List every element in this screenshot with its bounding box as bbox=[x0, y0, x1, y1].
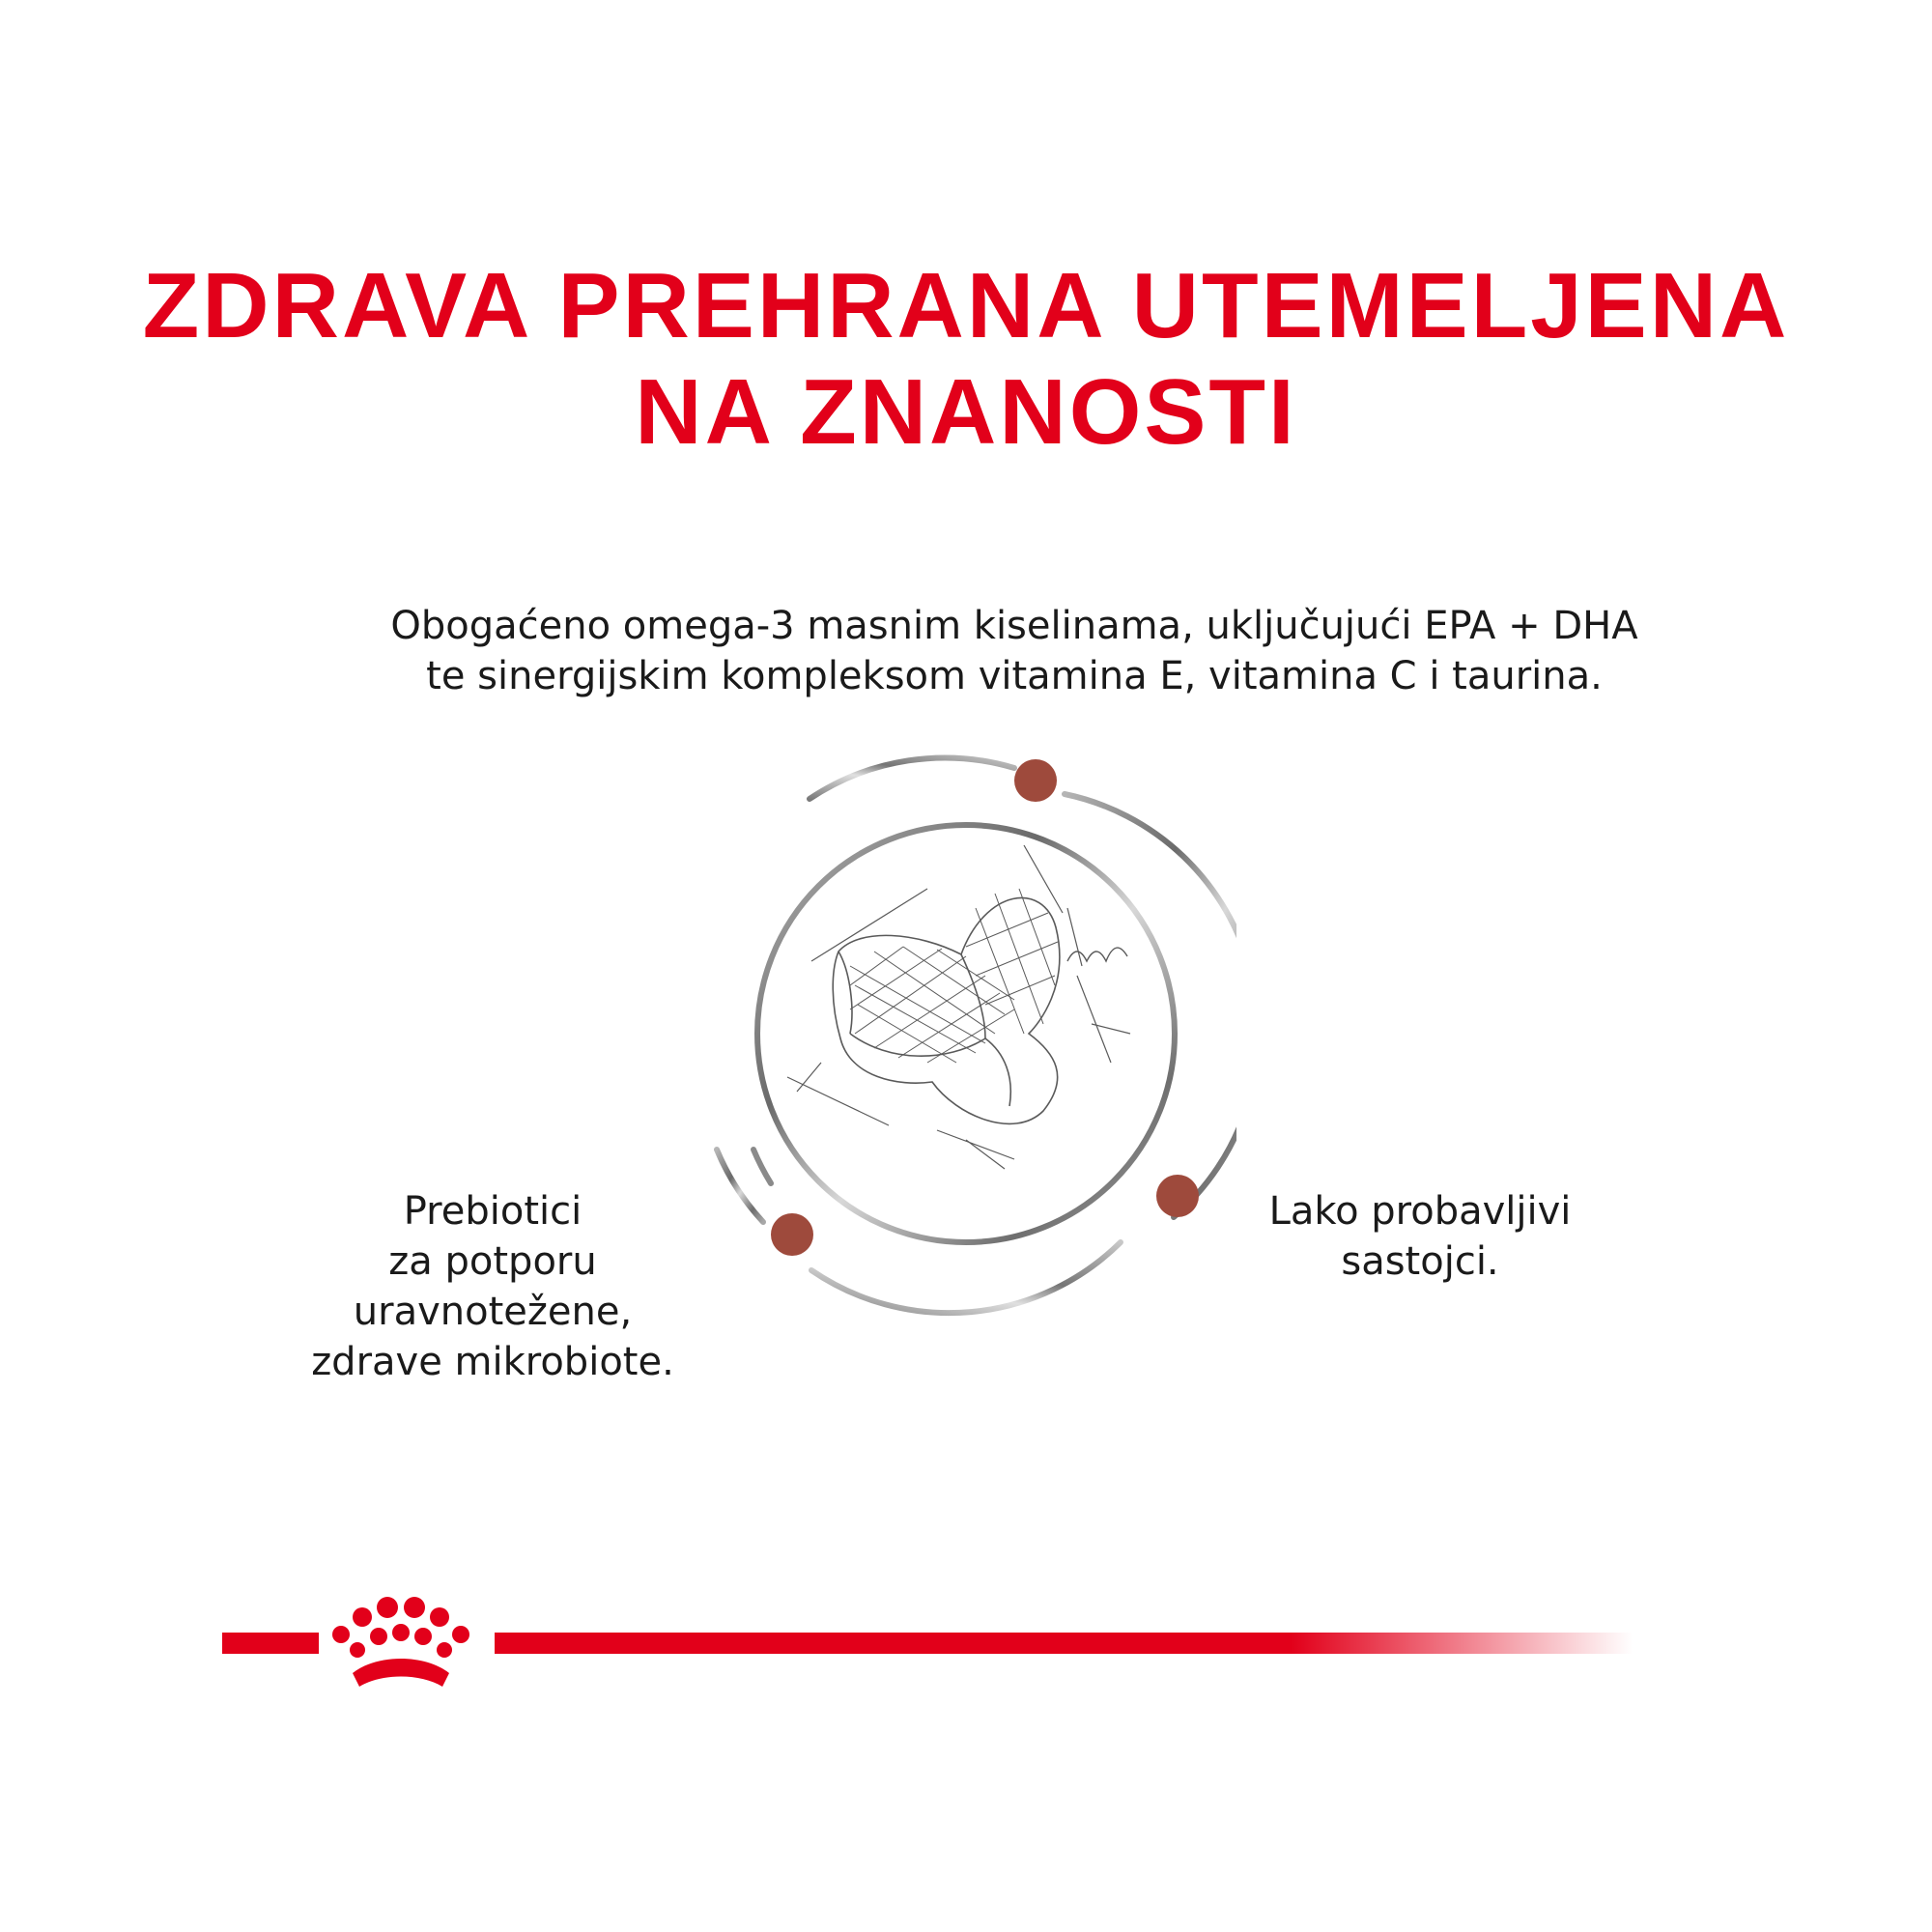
feature-omega3-line-1: Obogaćeno omega-3 masnim kiselinama, uključujući EPA + DHA bbox=[390, 604, 1638, 648]
feature-prebiotics-line-3: uravnotežene, bbox=[353, 1290, 633, 1334]
outer-arc-bottom bbox=[811, 1242, 1121, 1313]
kibble-sketch-icon bbox=[787, 845, 1130, 1169]
outer-arc-left bbox=[753, 1150, 771, 1183]
feature-prebiotics-line-1: Prebiotici bbox=[403, 1189, 582, 1234]
feature-dot-top bbox=[1014, 759, 1057, 802]
outer-arc-top bbox=[810, 758, 1014, 799]
diagram bbox=[696, 744, 1236, 1323]
headline-line-2: NA ZNANOSTI bbox=[635, 360, 1297, 464]
feature-prebiotics-line-4: zdrave mikrobiote. bbox=[311, 1340, 674, 1384]
feature-dot-right bbox=[1156, 1175, 1199, 1217]
feature-digestible-caption bbox=[1217, 1186, 1623, 1287]
outer-arc-right bbox=[1065, 794, 1236, 1217]
inner-ring bbox=[757, 825, 1175, 1242]
royal-crown-logo-icon bbox=[332, 1597, 469, 1687]
brand-band bbox=[222, 1594, 1633, 1719]
feature-digestible-line-2: sastojci. bbox=[1341, 1239, 1499, 1284]
feature-prebiotics-line-2: za potporu bbox=[388, 1239, 597, 1284]
feature-dot-left bbox=[771, 1213, 813, 1256]
feature-omega3-line-2: te sinergijskim kompleksom vitamina E, vitamina C i taurina. bbox=[426, 654, 1603, 698]
feature-digestible-line-1: Lako probavljivi bbox=[1268, 1189, 1572, 1234]
headline-line-1: ZDRAVA PREHRANA UTEMELJENA bbox=[142, 254, 1790, 357]
feature-omega3-caption bbox=[348, 601, 1681, 701]
brand-bar-left bbox=[222, 1633, 319, 1654]
brand-bar-right bbox=[495, 1633, 1633, 1654]
feature-prebiotics-caption bbox=[270, 1186, 715, 1387]
